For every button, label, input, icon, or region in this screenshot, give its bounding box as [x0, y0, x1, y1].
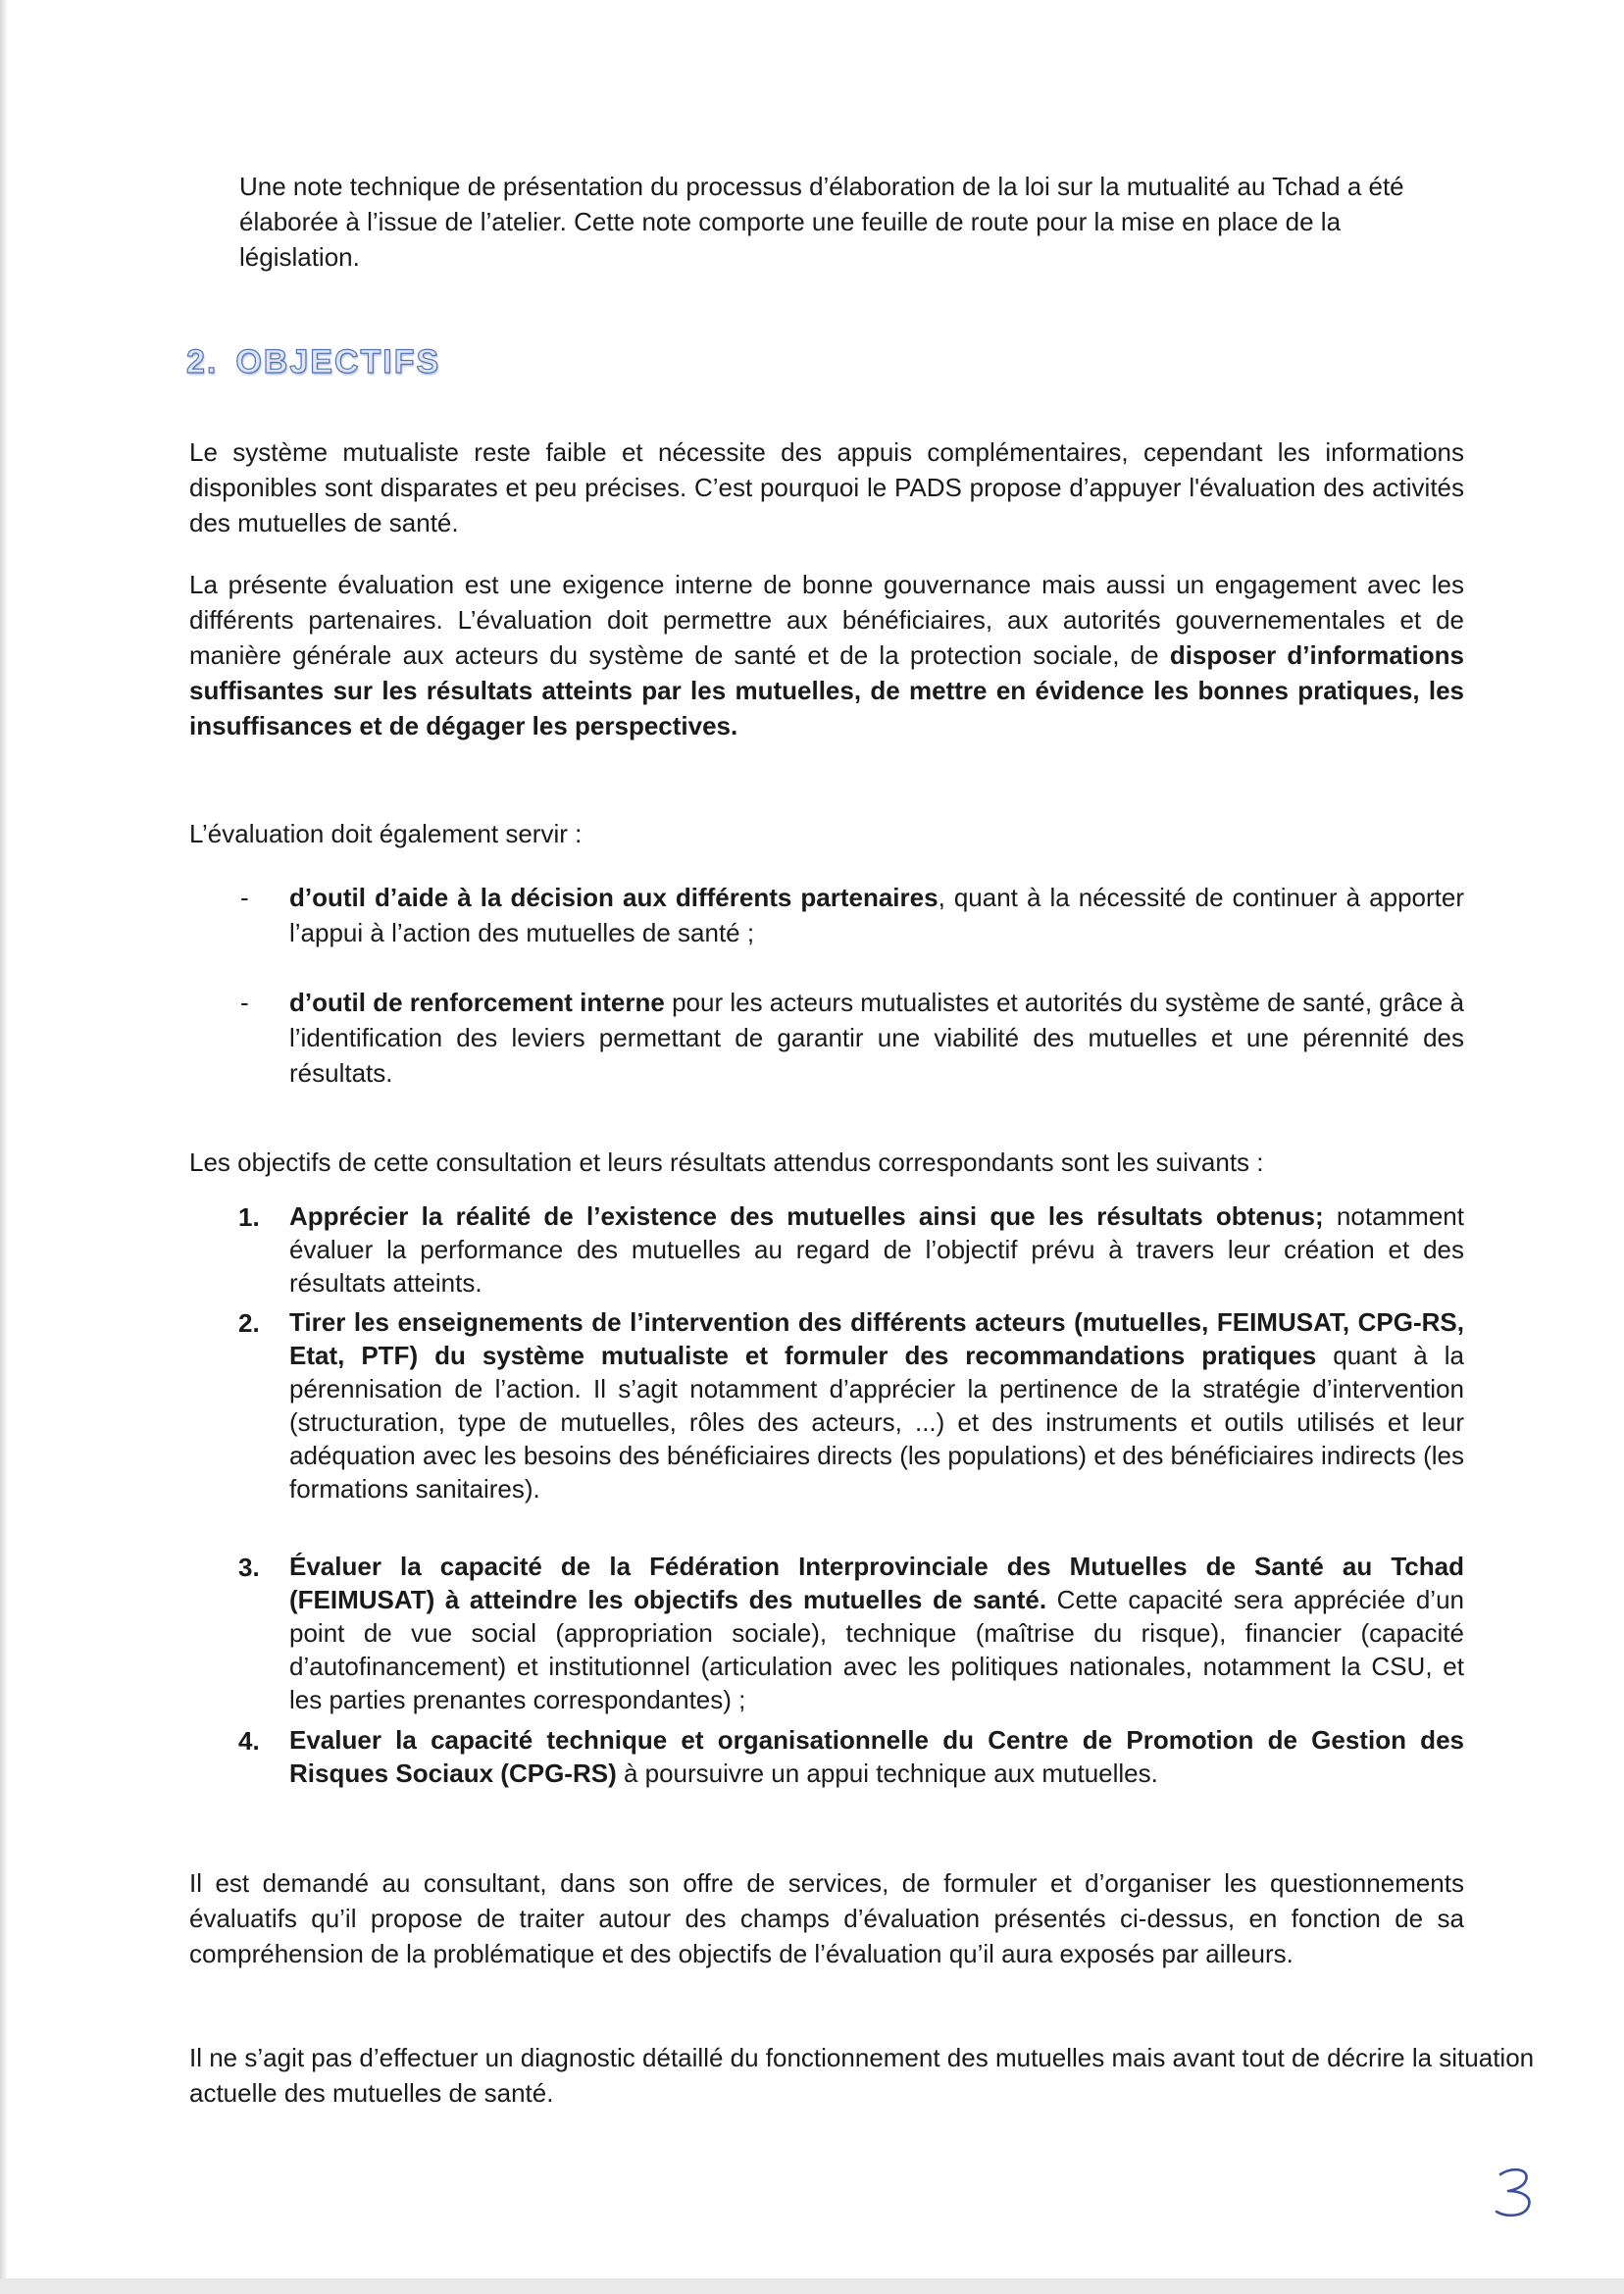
bullet-item: [289, 880, 1464, 950]
paragraph-intro-list: L’évaluation doit également servir :: [189, 819, 583, 848]
objective-item-bold: Apprécier la réalité de l’existence des mutuelles ainsi que les résultats obtenus;: [289, 1201, 1324, 1231]
objective-item: [289, 1305, 1464, 1505]
paragraph-objectives-intro: Les objectifs de cette consultation et leurs résultats attendus correspondants sont les suivants :: [189, 1147, 1264, 1177]
objective-item: [289, 1199, 1464, 1300]
bullet-item: [289, 985, 1464, 1091]
objective-number: 4.: [238, 1726, 260, 1756]
objective-item-text: quant à la pérennisation de l’action. Il s’agit notamment d’apprécier la pertinence de la stratégie d’intervention (structuration, type de mutuelles, rôles des acteurs, ...) et des instruments et outils utilisés et leur adéquation avec les besoins des bénéficiaires directs (les populations) et des bénéficiaires indirects (les formations sanitaires).: [289, 1341, 1464, 1504]
scan-bottom-edge: [0, 2278, 1624, 2294]
objective-item-text: Cette capacité sera appréciée d’un point de vue social (appropriation sociale), technique (maîtrise du risque), financier (capacité d’autofinancement) et institutionnel (articulation avec les politiques nationales, notamment la CSU, et les parties prenantes correspondantes) ;: [289, 1585, 1465, 1714]
objective-item: [289, 1723, 1464, 1790]
paragraph-evaluation-text: La présente évaluation est une exigence interne de bonne gouvernance mais aussi un engagement avec les différents partenaires. L’évaluation doit permettre aux bénéficiaires, aux autorités gouvernementales et de manière générale aux acteurs du système de santé et de la protection sociale, de: [189, 570, 1464, 670]
section-title: OBJECTIFS: [235, 343, 441, 381]
handwritten-page-number: [1491, 2163, 1540, 2221]
scan-edge-shadow: [0, 0, 8, 2294]
bullet-item-text: , quant à la nécessité de continuer à apporter l’appui à l’action des mutuelles de santé ;: [289, 883, 1465, 947]
paragraph-consultant-request: Il est demandé au consultant, dans son offre de services, de formuler et d’organiser les questionnements évaluatifs qu’il propose de traiter autour des champs d’évaluation présentés ci-dessus, en fonction de sa compréhension de la problématique et des objectifs de l’évaluation qu’il aura exposés par ailleurs.: [189, 1868, 1464, 1968]
bullet-item-bold: d’outil d’aide à la décision aux différents partenaires: [289, 883, 939, 912]
objective-item: [289, 1550, 1464, 1716]
objective-item-bold: Évaluer la capacité de la Fédération Interprovinciale des Mutuelles de Santé au Tchad (FEIMUSAT) à atteindre les objectifs des mutuelles de santé.: [289, 1552, 1464, 1614]
section-heading: [186, 343, 440, 382]
objective-item-bold: Tirer les enseignements de l’intervention des différents acteurs (mutuelles, FEIMUSAT, CPG-RS, Etat, PTF) du système mutualiste et formuler des recommandations pratiques: [289, 1307, 1464, 1370]
bullet-item-bold: d’outil de renforcement interne: [289, 988, 665, 1017]
paragraph-scope: Il ne s’agit pas d’effectuer un diagnostic détaillé du fonctionnement des mutuelles mais avant tout de décrire la situation actuelle des mutuelles de santé.: [189, 2043, 1535, 2108]
objective-number: 3.: [238, 1553, 260, 1582]
paragraph-context: Le système mutualiste reste faible et nécessite des appuis complémentaires, cependant les informations disponibles sont disparates et peu précises. C’est pourquoi le PADS propose d’appuyer l'évaluation des activités des mutuelles de santé.: [189, 437, 1464, 537]
objective-number: 2.: [238, 1308, 260, 1338]
objective-item-text: notamment évaluer la performance des mutuelles au regard de l’objectif prévu à travers leur création et des résultats atteints.: [289, 1201, 1464, 1298]
bullet-marker: -: [240, 988, 249, 1017]
bullet-item-text: pour les acteurs mutualistes et autorités du système de santé, grâce à l’identification des leviers permettant de garantir une viabilité des mutuelles et une pérennité des résultats.: [289, 988, 1464, 1088]
intro-paragraph: Une note technique de présentation du processus d’élaboration de la loi sur la mutualité au Tchad a été élaborée à l’issue de l’atelier. Cette note comporte une feuille de route pour la mise en place de la législation.: [239, 172, 1404, 272]
paragraph-evaluation-emphasis: disposer d’informations suffisantes sur les résultats atteints par les mutuelles, de mettre en évidence les bonnes pratiques, les insuffisances et de dégager les perspectives.: [189, 640, 1464, 740]
objective-item-text: à poursuivre un appui technique aux mutuelles.: [616, 1759, 1158, 1788]
objective-item-bold: Evaluer la capacité technique et organisationnelle du Centre de Promotion de Gestion des Risques Sociaux (CPG-RS): [289, 1725, 1464, 1788]
paragraph-evaluation: [189, 567, 1464, 743]
section-number: 2.: [186, 343, 219, 381]
objective-number: 1.: [238, 1202, 260, 1232]
bullet-marker: -: [240, 883, 249, 912]
